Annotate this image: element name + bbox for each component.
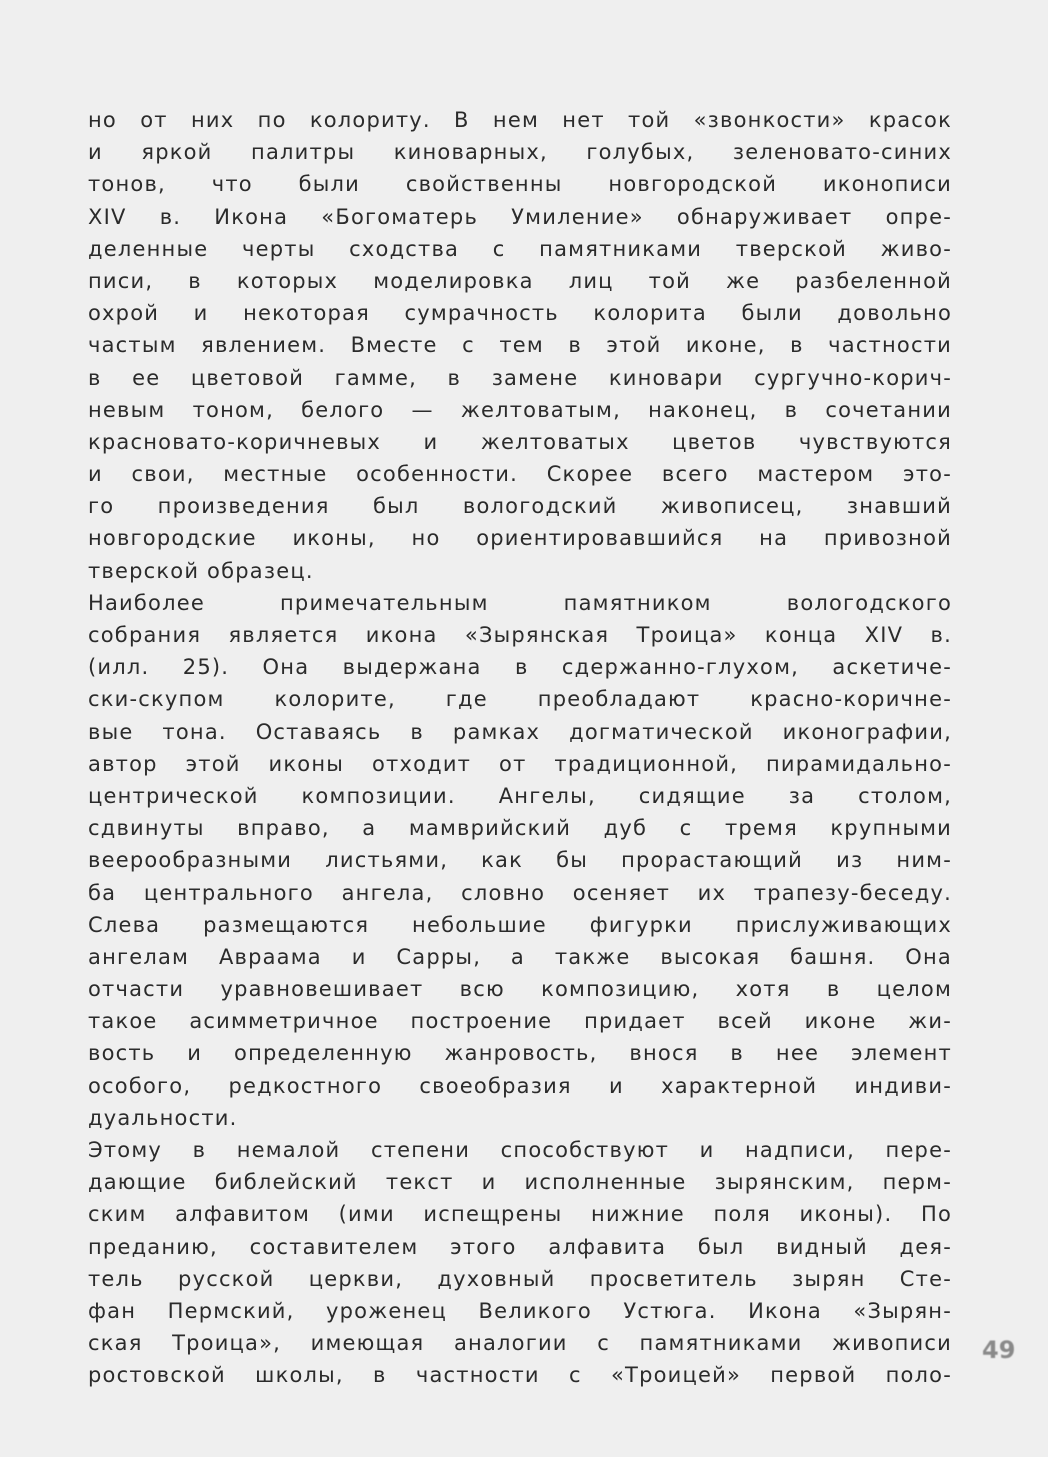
text-line: центрической композиции. Ангелы, сидящие за столом, (88, 783, 952, 808)
text-line: охрой и некоторая сумрачность колорита были довольно (88, 301, 952, 326)
text-line: тонов, что были свойственны новгородской иконописи (88, 172, 952, 197)
text-line: отчасти уравновешивает всю композицию, хотя в целом (88, 977, 952, 1002)
text-line: сдвинуты вправо, а мамврийский дуб с тремя крупными (88, 816, 952, 841)
text-line: Наиболее примечательным памятником вологодского (88, 590, 952, 615)
text-line: веерообразными листьями, как бы прорастающий из ним- (88, 848, 952, 873)
text-line: в ее цветовой гамме, в замене киновари сургучно-корич- (88, 365, 952, 390)
text-line: такое асимметричное построение придает всей иконе жи- (88, 1009, 952, 1034)
text-line: собрания является икона «Зырянская Троица» конца XIV в. (88, 623, 952, 647)
text-line: дающие библейский текст и исполненные зырянским, перм- (88, 1170, 952, 1195)
text-line: (илл. 25). Она выдержана в сдержанно-глухом, аскетиче- (88, 655, 952, 680)
text-line: новгородские иконы, но ориентировавшийся на привозной (88, 526, 952, 551)
text-line: тель русской церкви, духовный просветитель зырян Сте- (88, 1266, 952, 1291)
text-line: вые тона. Оставаясь в рамках догматической иконографии, (88, 719, 952, 744)
text-line: деленные черты сходства с памятниками тверской живо- (88, 236, 952, 261)
text-line: писи, в которых моделировка лиц той же разбеленной (88, 268, 952, 293)
text-line: частым явлением. Вместе с тем в этой иконе, в частности (88, 333, 952, 358)
text-line: ростовской школы, в частности с «Троицей» первой поло- (88, 1363, 952, 1388)
text-line: невым тоном, белого — желтоватым, наконец, в сочетании (88, 397, 952, 422)
text-line: ба центрального ангела, словно осеняет их трапезу-беседу. (88, 880, 952, 905)
text-line: Слева размещаются небольшие фигурки прислуживающих (88, 912, 952, 937)
text-line: особого, редкостного своеобразия и характерной индиви- (88, 1073, 952, 1098)
text-line: дуальности. (88, 1105, 238, 1130)
text-line: ская Троица», имеющая аналогии с памятниками живописи (88, 1331, 952, 1356)
text-line: но от них по колориту. В нем нет той «звонкости» красок (88, 108, 952, 132)
text-line: вость и определенную жанровость, внося в нее элемент (88, 1041, 952, 1066)
text-line: красновато-коричневых и желтоватых цветов чувствуются (88, 429, 952, 454)
text-line: и свои, местные особенности. Скорее всего мастером это- (88, 462, 952, 487)
text-line: и яркой палитры киноварных, голубых, зеленовато-синих (88, 140, 952, 165)
text-line: автор этой иконы отходит от традиционной, пирамидально- (88, 751, 952, 776)
text-line: XIV в. Икона «Богоматерь Умиление» обнаруживает опре- (88, 204, 952, 229)
body-text (88, 104, 952, 1392)
text-line: ски-скупом колорите, где преобладают красно-коричне- (88, 687, 952, 712)
text-line: тверской образец. (88, 558, 314, 583)
text-line: фан Пермский, уроженец Великого Устюга. Икона «Зырян- (88, 1298, 952, 1323)
text-line: ангелам Авраама и Сарры, а также высокая башня. Она (88, 944, 952, 969)
text-line: го произведения был вологодский живописец, знавший (88, 494, 952, 519)
text-line: Этому в немалой степени способствуют и надписи, пере- (88, 1138, 952, 1162)
page-number: 49 (982, 1336, 1016, 1364)
text-line: ским алфавитом (ими испещрены нижние поля иконы). По (88, 1202, 952, 1227)
text-line: преданию, составителем этого алфавита был видный дея- (88, 1234, 952, 1259)
